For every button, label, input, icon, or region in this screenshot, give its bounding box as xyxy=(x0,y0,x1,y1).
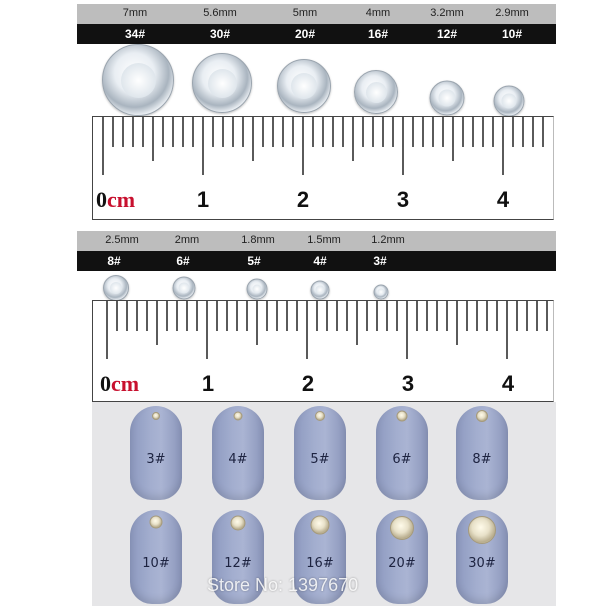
nail-tip xyxy=(456,510,508,604)
rhinestone-3 xyxy=(374,285,389,300)
ruler-number: 3 xyxy=(401,371,415,396)
mm-label: 2.9mm xyxy=(495,7,529,19)
size-label: 30# xyxy=(209,27,231,41)
rhinestone-10 xyxy=(494,86,525,117)
nail-tip xyxy=(294,406,346,500)
nail-rhinestone xyxy=(315,411,325,421)
nail-size-label: 8# xyxy=(472,452,492,467)
ruler-number: 4 xyxy=(501,371,515,396)
nail-tip xyxy=(212,406,264,500)
nail-tip xyxy=(456,406,508,500)
size-label: 8# xyxy=(107,254,121,268)
size-label: 6# xyxy=(176,254,190,268)
nail-size-label: 16# xyxy=(306,556,334,571)
nail-rhinestone xyxy=(150,516,163,529)
nail-tip xyxy=(130,510,182,604)
mm-label: 7mm xyxy=(122,7,148,19)
rhinestone-12 xyxy=(430,81,465,116)
rhinestone-30 xyxy=(192,53,252,113)
nail-rhinestone xyxy=(234,412,243,421)
nail-size-label: 3# xyxy=(146,452,166,467)
ruler-bottom xyxy=(92,300,554,402)
size-label: 16# xyxy=(367,27,389,41)
ruler-ticks-top xyxy=(93,117,553,219)
mm-label: 5.6mm xyxy=(203,7,237,19)
nail-rhinestone xyxy=(476,410,488,422)
ruler-number: 1 xyxy=(201,371,215,396)
nail-tip xyxy=(376,510,428,604)
mm-label: 4mm xyxy=(365,7,391,19)
ruler-number: 1 xyxy=(196,187,210,212)
mm-label: 1.5mm xyxy=(307,234,341,246)
size-label: 34# xyxy=(124,27,146,41)
rhinestone-5 xyxy=(247,279,268,300)
nail-tip xyxy=(130,406,182,500)
mm-label: 5mm xyxy=(292,7,318,19)
nail-size-label: 20# xyxy=(388,556,416,571)
nail-size-label: 5# xyxy=(310,452,330,467)
ruler-number: 2 xyxy=(301,371,315,396)
nail-tip xyxy=(376,406,428,500)
rhinestone-4 xyxy=(311,281,330,300)
mm-label: 1.8mm xyxy=(241,234,275,246)
mm-label: 3.2mm xyxy=(430,7,464,19)
nail-rhinestone xyxy=(468,516,496,544)
nail-rhinestone xyxy=(397,411,408,422)
ruler-ticks-bottom xyxy=(93,301,553,401)
rhinestone-6 xyxy=(173,277,196,300)
size-label: 5# xyxy=(247,254,261,268)
size-label: 3# xyxy=(373,254,387,268)
size-label: 4# xyxy=(313,254,327,268)
ruler-number: 2 xyxy=(296,187,310,212)
nail-rhinestone xyxy=(152,412,160,420)
nail-size-label: 10# xyxy=(142,556,170,571)
rhinestone-20 xyxy=(277,59,331,113)
mm-label: 2.5mm xyxy=(105,234,139,246)
ruler-zero-bottom: 0cm xyxy=(100,371,140,396)
nail-size-label: 30# xyxy=(468,556,496,571)
ruler-number: 4 xyxy=(496,187,510,212)
ruler-number: 3 xyxy=(396,187,410,212)
rhinestone-8 xyxy=(103,275,129,301)
nail-rhinestone xyxy=(231,516,246,531)
ruler-top xyxy=(92,116,554,220)
nail-size-label: 4# xyxy=(228,452,248,467)
nail-size-label: 6# xyxy=(392,452,412,467)
rhinestone-16 xyxy=(354,70,398,114)
mm-label: 1.2mm xyxy=(371,234,405,246)
size-label: 10# xyxy=(501,27,523,41)
nail-rhinestone xyxy=(311,516,330,535)
rhinestone-34 xyxy=(102,44,174,116)
nail-size-label: 12# xyxy=(224,556,252,571)
store-watermark: Store No: 1397670 xyxy=(207,575,359,595)
size-label: 12# xyxy=(436,27,458,41)
size-label: 20# xyxy=(294,27,316,41)
mm-label: 2mm xyxy=(174,234,200,246)
size-strip-top xyxy=(77,24,556,44)
nail-rhinestone xyxy=(390,516,414,540)
ruler-zero-top: 0cm xyxy=(96,187,136,212)
